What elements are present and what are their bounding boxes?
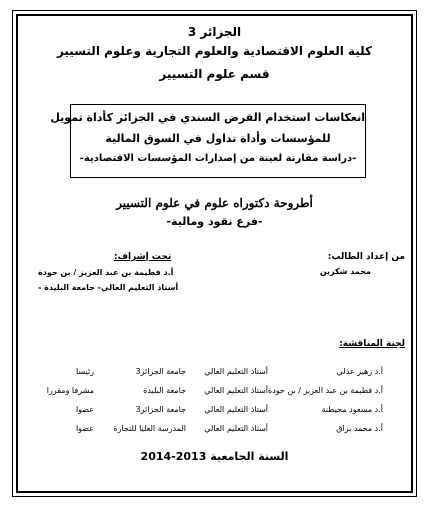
faculty-name: كلية العلوم الاقتصادية والعلوم التجارية وعلوم التسيير	[56, 44, 373, 58]
department-name: قسم علوم التسيير	[159, 67, 270, 81]
committee-table	[38, 362, 383, 438]
table-row	[38, 381, 383, 400]
page-border	[16, 14, 413, 493]
member-name: أ.د مسعود مجيطنة	[321, 405, 383, 414]
table-row	[38, 400, 383, 419]
prepared-by-label: من إعداد الطالب:	[327, 252, 405, 262]
supervisor-title: أستاذ التعليم العالي- جامعة البليدة -	[38, 283, 179, 292]
thesis-title-line-1: انعكاسات استخدام القرض السندي في الجزائر كأداة تمويل	[50, 111, 365, 124]
member-name: أ.د زهير عدلي	[336, 367, 383, 376]
member-role: رئيسا	[75, 367, 95, 376]
member-institution: جامعة البليدة	[143, 386, 187, 395]
student-name: محمد شكرين	[319, 267, 371, 276]
thesis-subtitle: -دراسة مقارنة لعينة من إصدارات المؤسسات الاقتصادية-	[79, 153, 357, 164]
member-role: عضوا	[75, 405, 95, 414]
member-role: عضوا	[75, 424, 95, 433]
member-institution: المدرسة العليا للتجارة	[113, 424, 187, 433]
academic-year: السنة الجامعية 2013-2014	[140, 450, 289, 463]
table-row	[38, 362, 383, 381]
member-name: أ.د فطيمة بن عبد العزيز / بن حودة	[268, 386, 383, 395]
member-institution: جامعة الجزائر3	[135, 405, 187, 414]
degree-title: أطروحة دكتوراه علوم في علوم التسيير	[116, 196, 313, 210]
member-rank: أستاذ التعليم العالي	[204, 386, 269, 395]
university-name: الجزائر 3	[187, 25, 242, 39]
committee-label: لجنة المناقشة:	[339, 339, 405, 349]
document-page	[12, 10, 417, 497]
member-role: مشرفا ومقررا	[46, 386, 95, 395]
member-institution: جامعة الجزائر3	[135, 367, 187, 376]
supervisor-name: أ.د فطيمة بن عبد العزيز / بن حودة	[38, 268, 174, 277]
member-rank: أستاذ التعليم العالي	[204, 424, 269, 433]
member-rank: أستاذ التعليم العالي	[204, 405, 269, 414]
member-name: أ.د محمد براق	[336, 424, 383, 433]
degree-branch: -فرع نقود ومالية-	[166, 215, 263, 228]
supervisor-label: تحت إشراف:	[114, 252, 172, 262]
thesis-title-box	[50, 104, 366, 178]
member-rank: أستاذ التعليم العالي	[204, 367, 269, 376]
thesis-title-line-2: للمؤسسات وأداة تداول في السوق المالية	[105, 132, 331, 145]
table-row	[38, 419, 383, 438]
